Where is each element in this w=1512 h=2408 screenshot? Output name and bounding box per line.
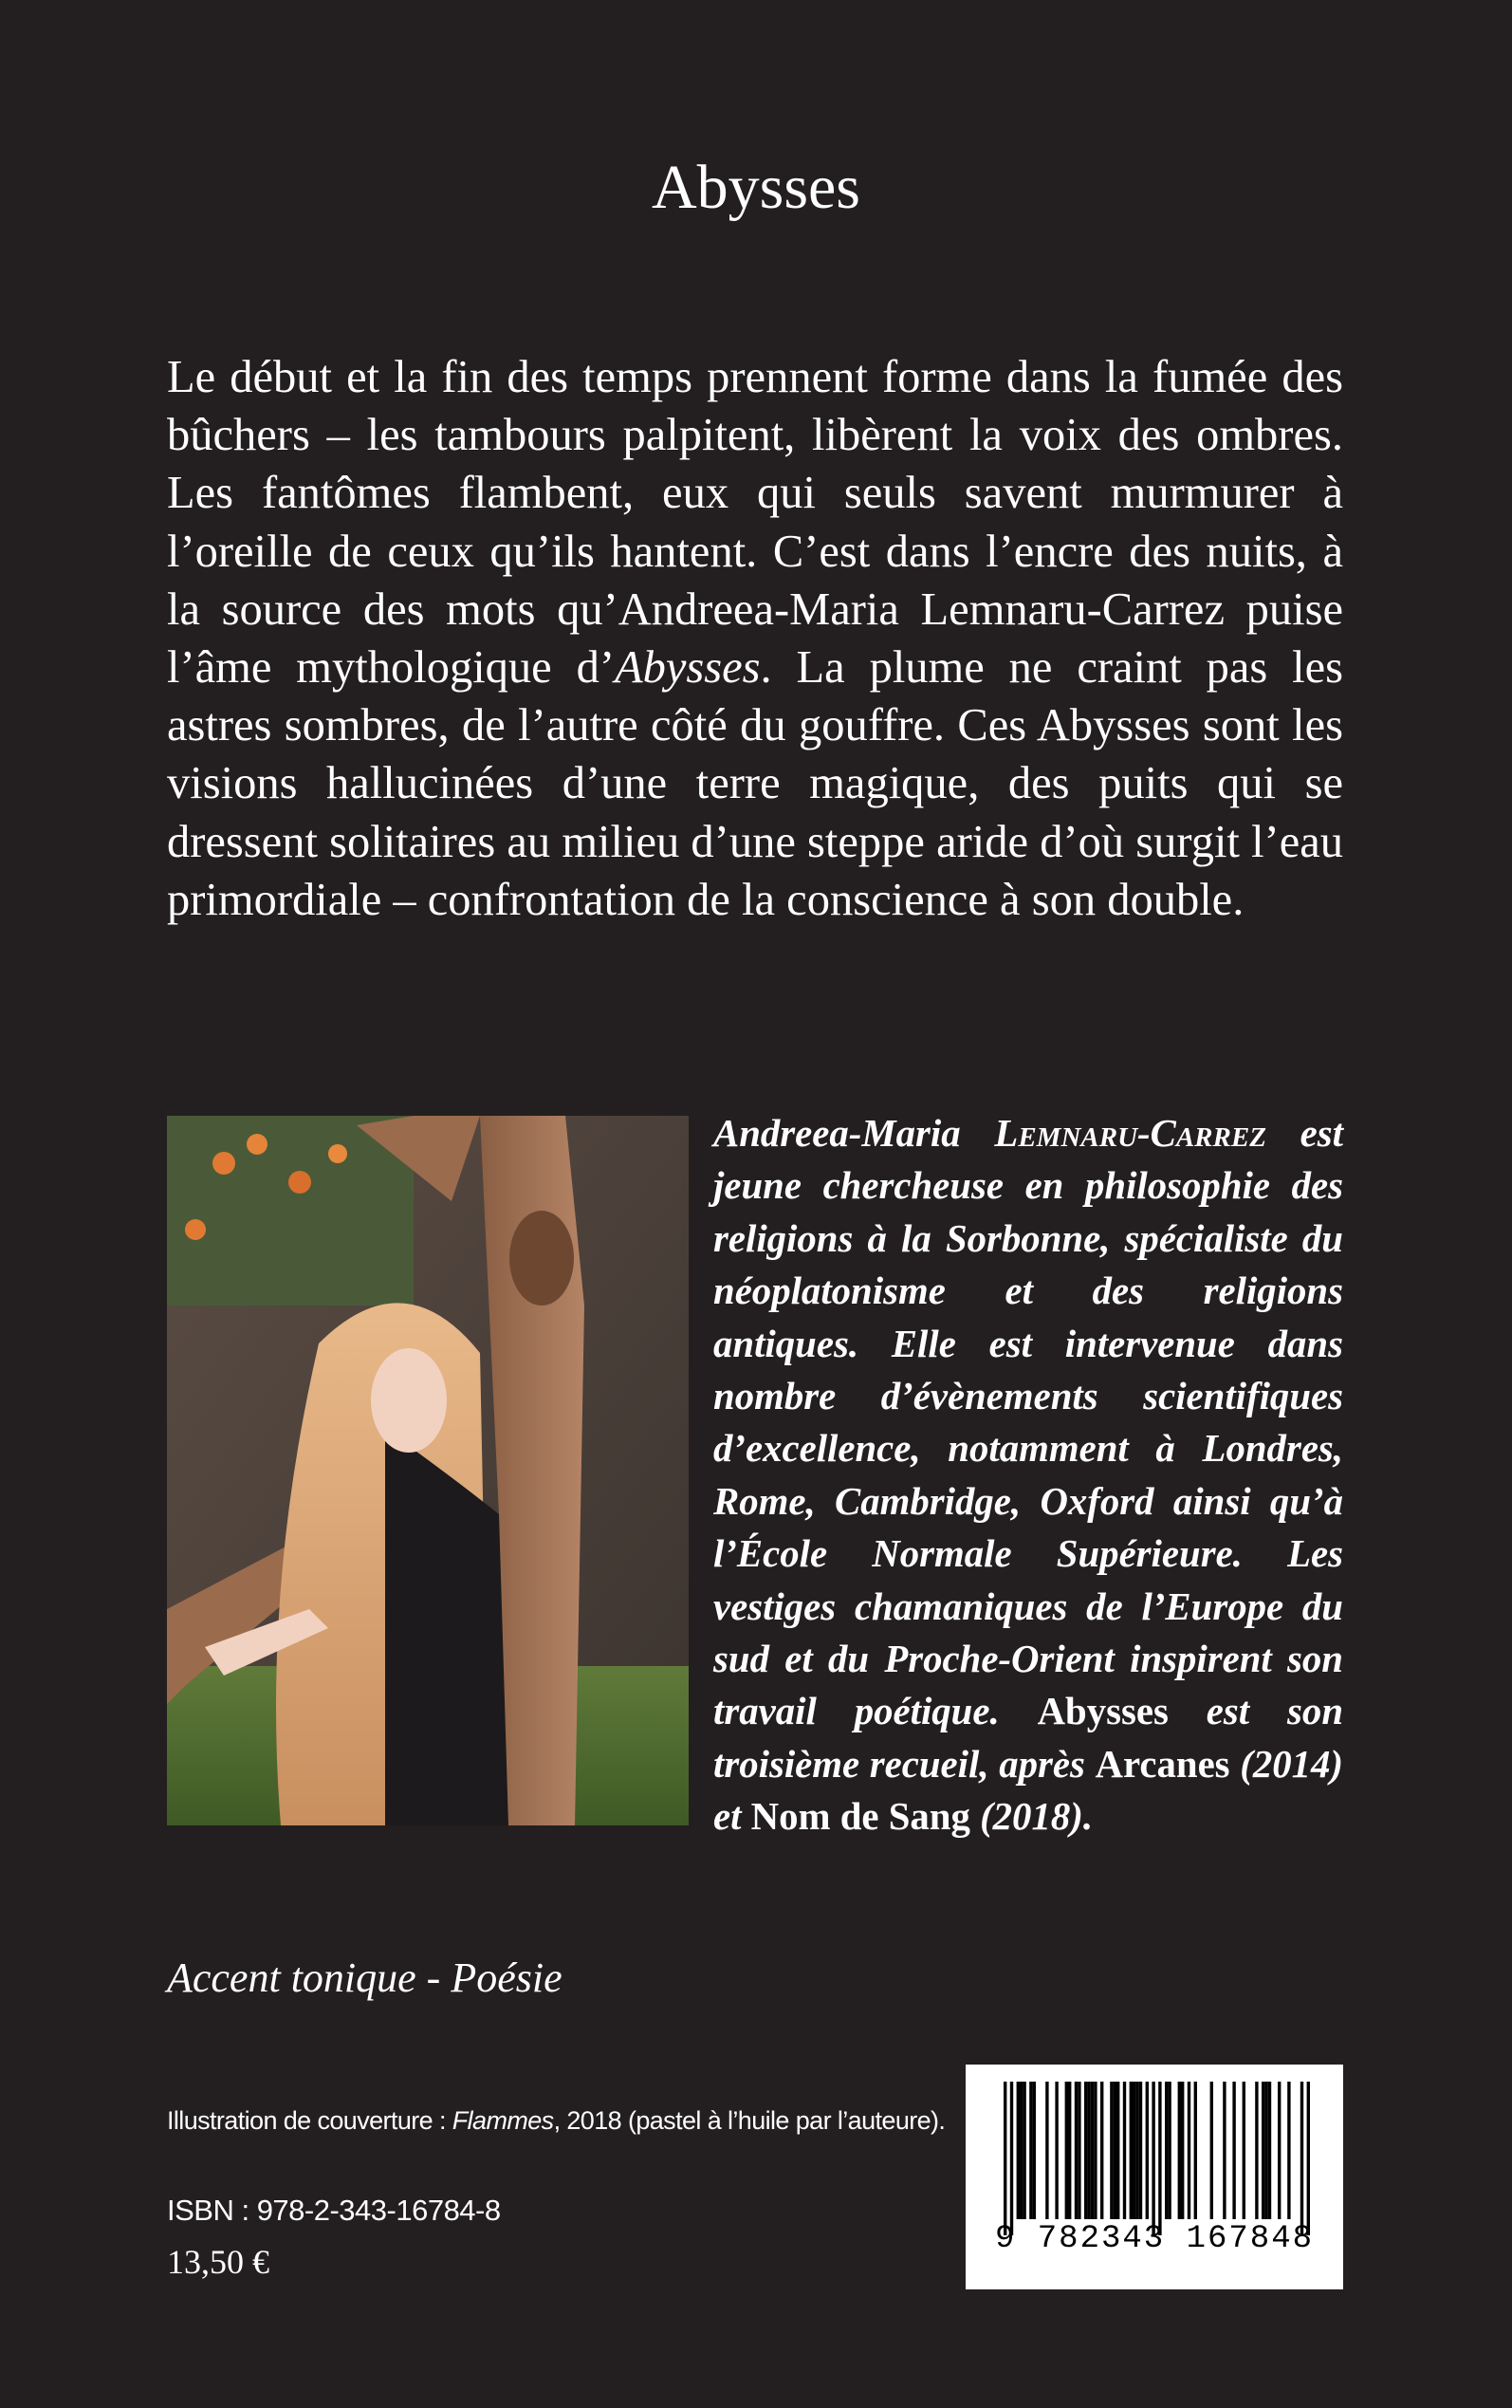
- barcode-bar: [1055, 2082, 1058, 2219]
- barcode-bar: [1300, 2082, 1303, 2235]
- bio-book-abysses: Abysses: [1037, 1690, 1169, 1733]
- credit-work: Flammes: [452, 2106, 554, 2135]
- barcode-bar: [1068, 2082, 1071, 2219]
- barcode: [966, 2065, 1343, 2289]
- barcode-bar: [1232, 2082, 1235, 2219]
- barcode-bar: [1307, 2082, 1310, 2235]
- barcode-bar: [1116, 2082, 1119, 2219]
- blurb-title-ref: Abysses: [614, 642, 761, 694]
- cover-credit: [167, 2103, 945, 2138]
- barcode-bar: [1210, 2082, 1213, 2219]
- blurb-text-2: . La plume ne craint pas les astres sombres, de l’autre côté du gouffre. Ces Abysses sont les visions hallucinées d’une terre magique, des puits qui se dressent solitaires au milieu d’une steppe aride d’où surgit l’eau primordiale – confrontation de la conscience à son double.: [167, 642, 1343, 925]
- barcode-bar: [1158, 2082, 1161, 2235]
- barcode-bar: [1094, 2082, 1097, 2219]
- barcode-bar: [1268, 2082, 1271, 2219]
- credit-suffix: , 2018 (pastel à l’huile par l’auteure).: [553, 2106, 946, 2135]
- barcode-bar: [1004, 2082, 1006, 2235]
- bio-book-nom-de-sang: Nom de Sang: [750, 1795, 970, 1839]
- barcode-bar: [1020, 2082, 1023, 2219]
- barcode-bar: [1223, 2082, 1226, 2219]
- barcode-bar: [1178, 2082, 1181, 2219]
- barcode-bar: [1152, 2082, 1154, 2235]
- bio-book-arcanes: Arcanes: [1095, 1742, 1230, 1786]
- barcode-bar: [1123, 2082, 1126, 2219]
- barcode-bar: [1029, 2082, 1032, 2219]
- barcode-bar: [1194, 2082, 1197, 2219]
- isbn: ISBN : 978-2-343-16784-8: [167, 2194, 501, 2227]
- book-title: Abysses: [651, 153, 860, 222]
- barcode-bar: [1146, 2082, 1149, 2219]
- author-first-name: Andreea-Maria: [713, 1112, 961, 1155]
- barcode-bar: [1130, 2082, 1133, 2219]
- barcode-bar: [1087, 2082, 1090, 2219]
- barcode-number: 9 782343 167848: [994, 2221, 1315, 2257]
- barcode-bar: [1084, 2082, 1087, 2219]
- credit-prefix: Illustration de couverture :: [167, 2106, 452, 2135]
- blurb-text-1: Le début et la fin des temps prennent forme dans la fumée des bûchers – les tambours palpitent, libèrent la voix des ombres. Les fantômes flambent, eux qui seuls savent murmurer à l’oreille de ceux qu’ils hantent. C’est dans l’encre des nuits, à la source des mots qu’Andreea-Maria Lemnaru-Carrez puise l’âme mythologique d’: [167, 352, 1343, 694]
- barcode-bar: [1078, 2082, 1080, 2219]
- book-blurb: [167, 348, 1343, 929]
- barcode-bar: [1114, 2082, 1116, 2219]
- barcode-bar: [1033, 2082, 1036, 2219]
- price: 13,50 €: [167, 2243, 269, 2281]
- barcode-bar: [1287, 2082, 1290, 2219]
- barcode-bar: [1065, 2082, 1068, 2219]
- barcode-bar: [1165, 2082, 1168, 2219]
- author-last-name: Lemnaru-Carrez: [994, 1112, 1266, 1155]
- author-photo: [167, 1116, 689, 1825]
- bio-year-2018: (2018).: [969, 1795, 1094, 1839]
- collection-name: Accent tonique - Poésie: [167, 1954, 562, 2001]
- barcode-bar: [1255, 2082, 1258, 2219]
- barcode-bar: [1278, 2082, 1281, 2219]
- barcode-bar: [1010, 2082, 1013, 2235]
- author-bio: [713, 1107, 1343, 1843]
- barcode-bar: [1188, 2082, 1190, 2219]
- barcode-bar: [1139, 2082, 1142, 2219]
- barcode-bar: [1168, 2082, 1171, 2219]
- barcode-bar: [1045, 2082, 1048, 2219]
- barcode-bar: [1181, 2082, 1184, 2219]
- barcode-bar: [1091, 2082, 1094, 2219]
- bio-text-2: est son troisième recueil, après: [713, 1690, 1344, 1786]
- barcode-bar: [1017, 2082, 1020, 2219]
- barcode-bar: [1023, 2082, 1025, 2219]
- barcode-bar: [1135, 2082, 1138, 2219]
- barcode-bar: [1133, 2082, 1135, 2219]
- bio-text-1: est jeune chercheuse en philosophie des religions à la Sorbonne, spécialiste du néoplatonisme et des religions antiques. Elle est intervenue dans nombre d’évènements scientifiques d’excellence, notamment à Londres, Rome, Cambridge, Oxford ainsi qu’à l’École Normale Supérieure. Les vestiges chamaniques de l’Europe du sud et du Proche-Orient inspirent son travail poétique.: [713, 1112, 1343, 1733]
- barcode-bar: [1243, 2082, 1245, 2219]
- bio-year-2014: (2014) et: [713, 1742, 1343, 1839]
- barcode-bar: [1262, 2082, 1264, 2219]
- barcode-bar: [1264, 2082, 1267, 2219]
- barcode-bar: [1075, 2082, 1078, 2219]
- barcode-bar: [1110, 2082, 1113, 2219]
- barcode-bar: [1100, 2082, 1103, 2219]
